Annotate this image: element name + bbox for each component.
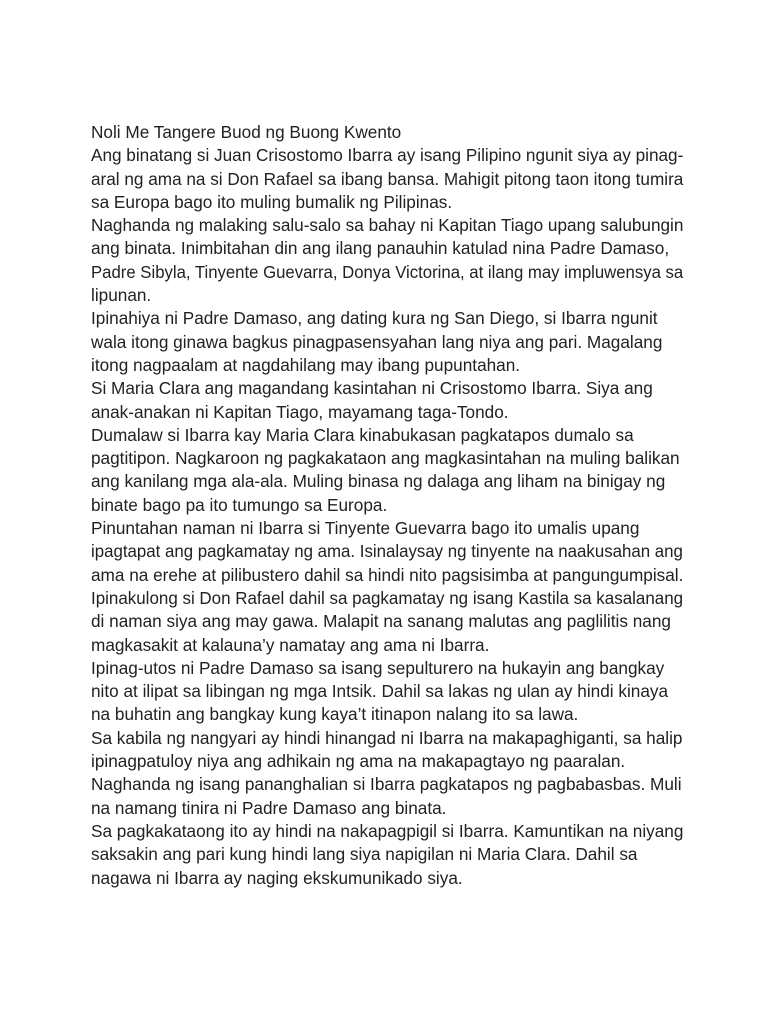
text-line: ipinagpatuloy niya ang adhikain ng ama na makapagtayo ng paaralan.: [91, 751, 626, 772]
text-line: Si Maria Clara ang magandang kasintahan ni Crisostomo Ibarra. Siya ang: [91, 378, 653, 399]
text-line: Ipinakulong si Don Rafael dahil sa pagkamatay ng isang Kastila sa kasalanang: [91, 587, 684, 608]
text-line: Ang binatang si Juan Crisostomo Ibarra ay isang Pilipino ngunit siya ay pinag-: [91, 145, 684, 166]
text-line: pagtitipon. Nagkaroon ng pagkakataon ang magkasintahan na muling balikan: [91, 448, 680, 469]
text-line: Ipinahiya ni Padre Damaso, ang dating kura ng San Diego, si Ibarra ngunit: [91, 308, 658, 329]
text-line: binate bago pa ito tumungo sa Europa.: [91, 494, 388, 515]
text-line: di naman siya ang may gawa. Malapit na sanang malutas ang paglilitis nang: [91, 611, 671, 632]
text-line: na namang tinira ni Padre Damaso ang binata.: [91, 797, 447, 818]
text-line: magkasakit at kalauna’y namatay ang ama ni Ibarra.: [91, 634, 490, 655]
text-line: wala itong ginawa bagkus pinagpasensyahan lang niya ang pari. Magalang: [91, 331, 663, 352]
document-title: Noli Me Tangere Buod ng Buong Kwento: [91, 122, 402, 142]
text-line: ama na erehe at pilibustero dahil sa hindi nito pagsisimba at pangungumpisal.: [91, 564, 684, 585]
text-line: saksakin ang pari kung hindi lang siya napigilan ni Maria Clara. Dahil sa: [91, 844, 638, 865]
text-line: Ipinag-utos ni Padre Damaso sa isang sepulturero na hukayin ang bangkay: [91, 657, 665, 678]
text-line: nagawa ni Ibarra ay naging ekskumunikado siya.: [91, 867, 463, 888]
text-line: Naghanda ng malaking salu-salo sa bahay ni Kapitan Tiago upang salubungin: [91, 215, 684, 236]
text-line: Dumalaw si Ibarra kay Maria Clara kinabukasan pagkatapos dumalo sa: [91, 424, 634, 445]
text-line: ang binata. Inimbitahan din ang ilang panauhin katulad nina Padre Damaso,: [91, 238, 670, 259]
text-line: Sa pagkakataong ito ay hindi na nakapagpigil si Ibarra. Kamuntikan na niyang: [91, 820, 684, 841]
text-line: sa Europa bago ito muling bumalik ng Pilipinas.: [91, 191, 453, 212]
text-line: ang kanilang mga ala-ala. Muling binasa ng dalaga ang liham na binigay ng: [91, 471, 666, 492]
text-line: lipunan.: [91, 285, 152, 306]
text-line: Sa kabila ng nangyari ay hindi hinangad ni Ibarra na makapaghiganti, sa halip: [91, 727, 683, 748]
text-line: Pinuntahan naman ni Ibarra si Tinyente Guevarra bago ito umalis upang: [91, 518, 640, 539]
text-line: Padre Sibyla, Tinyente Guevarra, Donya Victorina, at ilang may impluwensya sa: [91, 261, 684, 282]
text-line: ipagtapat ang pagkamatay ng ama. Isinalaysay ng tinyente na naakusahan ang: [91, 541, 683, 562]
text-line: Naghanda ng isang pananghalian si Ibarra pagkatapos ng pagbabasbas. Muli: [91, 774, 682, 795]
text-line: na buhatin ang bangkay kung kaya’t itinapon nalang ito sa lawa.: [91, 704, 579, 725]
document-page: [91, 121, 683, 890]
text-line: anak-anakan ni Kapitan Tiago, mayamang taga-Tondo.: [91, 401, 509, 422]
text-line: aral ng ama na si Don Rafael sa ibang bansa. Mahigit pitong taon itong tumira: [91, 168, 684, 189]
text-line: nito at ilipat sa libingan ng mga Intsik. Dahil sa lakas ng ulan ay hindi kinaya: [91, 681, 669, 702]
text-line: itong nagpaalam at nagdahilang may ibang pupuntahan.: [91, 354, 521, 375]
